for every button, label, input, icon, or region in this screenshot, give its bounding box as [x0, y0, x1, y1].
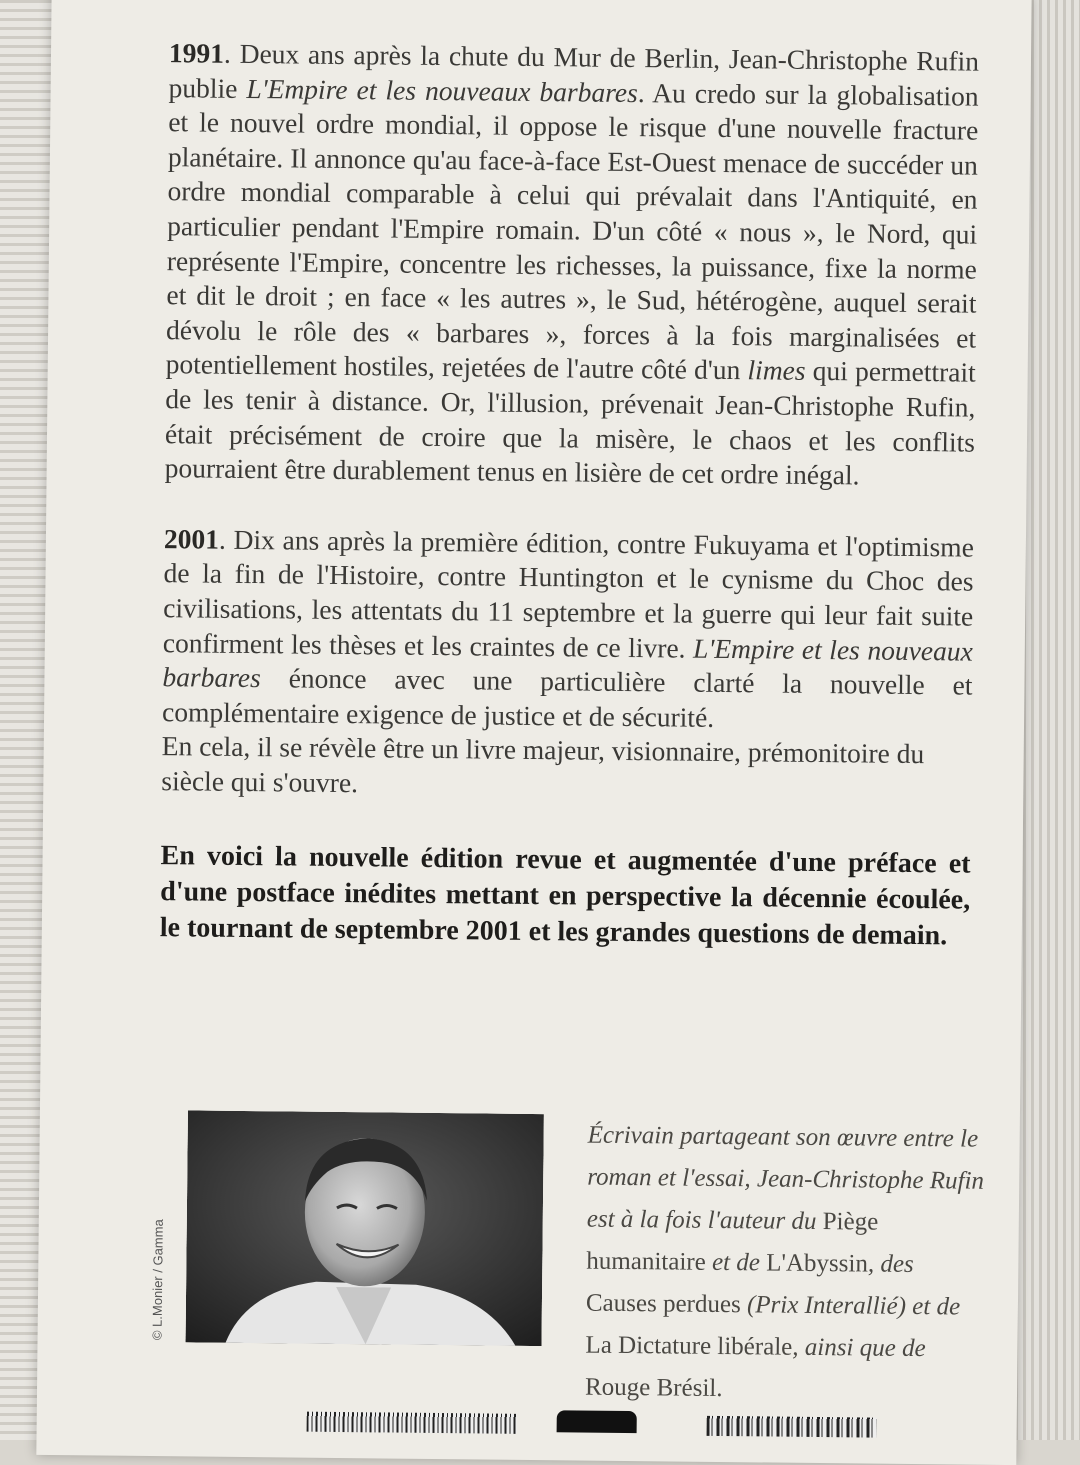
book-title: L'Empire et les nouveaux barbares	[162, 632, 973, 694]
barcode-left	[307, 1412, 517, 1434]
author-section	[145, 1110, 1007, 1403]
paragraph-1991: 1991. Deux ans après la chute du Mur de Berlin, Jean-Christophe Rufin publie L'Empire et les nouveaux barbares. Au credo sur la globalisation et le nouvel ordre mondial, il oppose le risque d'une nouvelle fracture planétaire. Il annonce qu'au face-à-face Est-Ouest menace de succéder un ordre mondial comparable à celui qui prévalait dans l'Antiquité, en particulier pendant l'Empire romain. D'un côté « nous », le Nord, qui représente l'Empire, concentre les richesses, la puissance, fixe la norme et dit le droit ; en face « les autres », le Sud, hétérogène, auquel serait dévolu le rôle des « barbares », forces à la fois marginalisées et potentiellement hostiles, rejetées de l'autre côté d'un limes qui permettrait de les tenir à distance. Or, l'illusion, prévenait Jean-Christophe Rufin, était précisément de croire que la misère, le chaos et les conflits pourraient être durablement tenus en lisière de cet ordre inégal.	[164, 37, 980, 491]
blurb	[160, 36, 979, 955]
paragraph-2001: 2001. Dix ans après la première édition, contre Fukuyama et l'optimisme de la fin de l'Histoire, contre Huntington et le cynisme du Choc des civilisations, les attentats du 11 septembre et la guerre qui leur fait suite confirment les thèses et les craintes de ce livre. L'Empire et les nouveaux barbares énonce avec une particulière clarté la nouvelle et complémentaire exigence de justice et de sécurité.	[161, 522, 975, 733]
book-title: L'Empire et les nouveaux barbares	[246, 72, 638, 108]
year-1991: 1991	[168, 37, 225, 69]
author-photo	[186, 1110, 544, 1346]
barcode-strip	[267, 1405, 907, 1442]
author-bio: Écrivain partageant son œuvre entre le roman et l'essai, Jean-Christophe Rufin est à la fois l'auteur du Piège humanitaire et de L'Abyssin, des Causes perdues (Prix Interallié) et de La Dictature libérale, ainsi que de Rouge Brésil.	[584, 1121, 985, 1403]
year-2001: 2001	[163, 522, 220, 555]
book-back-cover	[36, 0, 1031, 1465]
limes-term: limes	[747, 354, 806, 387]
barcode-right	[707, 1416, 877, 1438]
paragraph-conclusion: En cela, il se révèle être un livre majeur, visionnaire, prémonitoire du siècle qui s'ouvre.	[161, 730, 925, 799]
edition-announcement: En voici la nouvelle édition revue et augmentée d'une préface et d'une postface inédites mettant en perspective la décennie écoulée, le tournant de septembre 2001 et les grandes questions de demain.	[159, 840, 971, 952]
photo-credit: © L.Monier / Gamma	[149, 1219, 166, 1341]
publisher-logo	[557, 1410, 637, 1433]
